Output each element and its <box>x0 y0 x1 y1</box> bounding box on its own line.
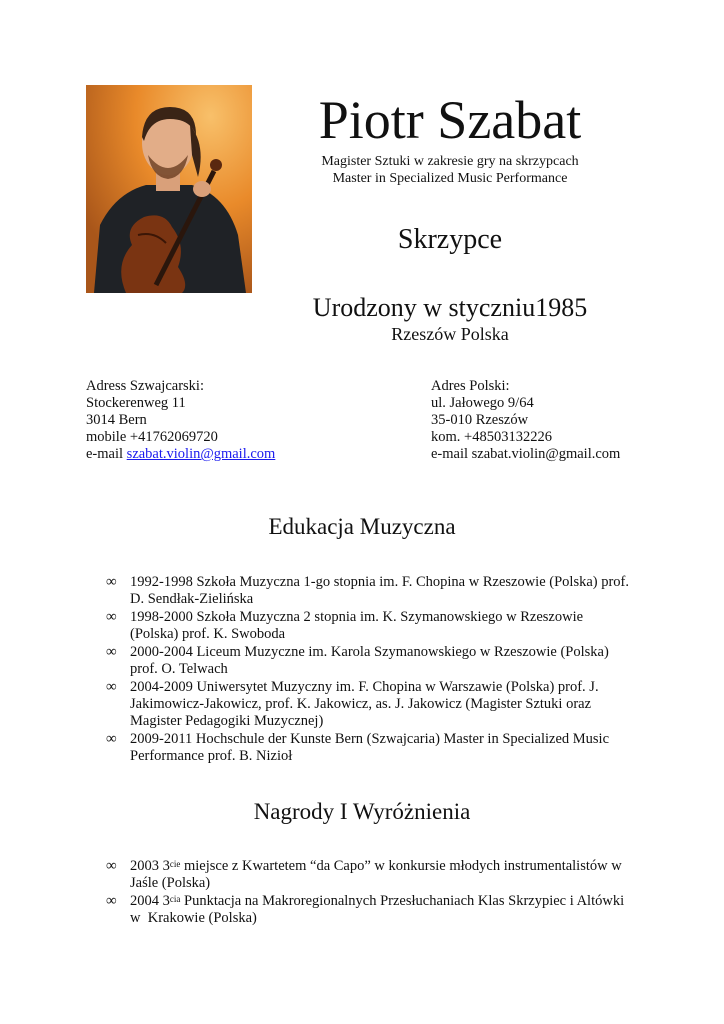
awards-list <box>0 858 724 928</box>
polish-address-label: Adres Polski: <box>431 378 510 394</box>
infinity-bullet-icon: ∞ <box>106 679 117 695</box>
swiss-address-city: 3014 Bern <box>86 412 147 428</box>
person-name: Piotr Szabat <box>318 90 582 150</box>
infinity-bullet-icon: ∞ <box>106 644 117 660</box>
list-item: ∞ 1998-2000 Szkoła Muzyczna 2 stopnia im. K. Szymanowskiego w Rzeszowie (Polska) prof. K. Swoboda <box>106 609 584 642</box>
awards-heading: Nagrody I Wyróżnienia <box>253 799 471 824</box>
email-prefix: e-mail <box>86 446 127 462</box>
list-item: ∞ 2000-2004 Liceum Muzyczne im. Karola Szymanowskiego w Rzeszowie (Polska) prof. O. Telwach <box>106 644 609 677</box>
polish-address-mobile: kom. +48503132226 <box>431 429 552 445</box>
degree-english: Master in Specialized Music Performance <box>332 171 568 186</box>
list-item: ∞ 2004-2009 Uniwersytet Muzyczny im. F. Chopina w Warszawie (Polska) prof. J. Jakimowicz-Jakowicz, prof. K. Jakowicz, as. J. Jakowicz (Magister Sztuki oraz Magister Pedagogiki Muzycznej) <box>106 679 599 729</box>
swiss-address-label: Adress Szwajcarski: <box>86 378 204 394</box>
list-item: ∞ 1992-1998 Szkoła Muzyczna 1-go stopnia im. F. Chopina w Rzeszowie (Polska) prof. D. Sendłak-Zielińska <box>106 574 630 607</box>
birth-date: Urodzony w styczniu1985 <box>312 293 588 322</box>
list-item: ∞ 2009-2011 Hochschule der Kunste Bern (Szwajcaria) Master in Specialized Music Performance prof. B. Nizioł <box>106 731 610 764</box>
polish-address-city: 35-010 Rzeszów <box>431 412 529 428</box>
list-item: ∞ 2004 $3^{cia}$ Punktacja na Makroregionalnych Przesłuchaniach Klas Skrzypiec i Altówki w Krakowie (Polska) <box>106 893 625 926</box>
polish-address-email: e-mail szabat.violin@gmail.com <box>431 446 621 462</box>
list-item: ∞ 2003 $3^{cie}$ miejsce z Kwartetem “da Capo” w konkursie młodych instrumentalistów w Jaśle (Polska) <box>106 858 622 891</box>
infinity-bullet-icon: ∞ <box>106 574 117 590</box>
birth-place: Rzeszów Polska <box>391 324 509 344</box>
infinity-bullet-icon: ∞ <box>106 858 117 874</box>
polish-address-street: ul. Jałowego 9/64 <box>431 395 534 411</box>
swiss-address-mobile: mobile +41762069720 <box>86 429 218 445</box>
polish-address-block <box>431 378 620 463</box>
portrait-photo <box>86 85 252 293</box>
infinity-bullet-icon: ∞ <box>106 609 117 625</box>
degree-polish: Magister Sztuki w zakresie gry na skrzypcach <box>321 154 579 169</box>
education-heading: Edukacja Muzyczna <box>268 514 456 539</box>
instrument-heading: Skrzypce <box>397 224 503 255</box>
infinity-bullet-icon: ∞ <box>106 731 117 747</box>
email-link[interactable]: szabat.violin@gmail.com <box>126 446 276 462</box>
swiss-address-block <box>86 378 275 463</box>
swiss-address-email-line <box>86 446 275 463</box>
infinity-bullet-icon: ∞ <box>106 893 117 909</box>
swiss-address-street: Stockerenweg 11 <box>86 395 186 411</box>
education-list <box>0 574 724 766</box>
